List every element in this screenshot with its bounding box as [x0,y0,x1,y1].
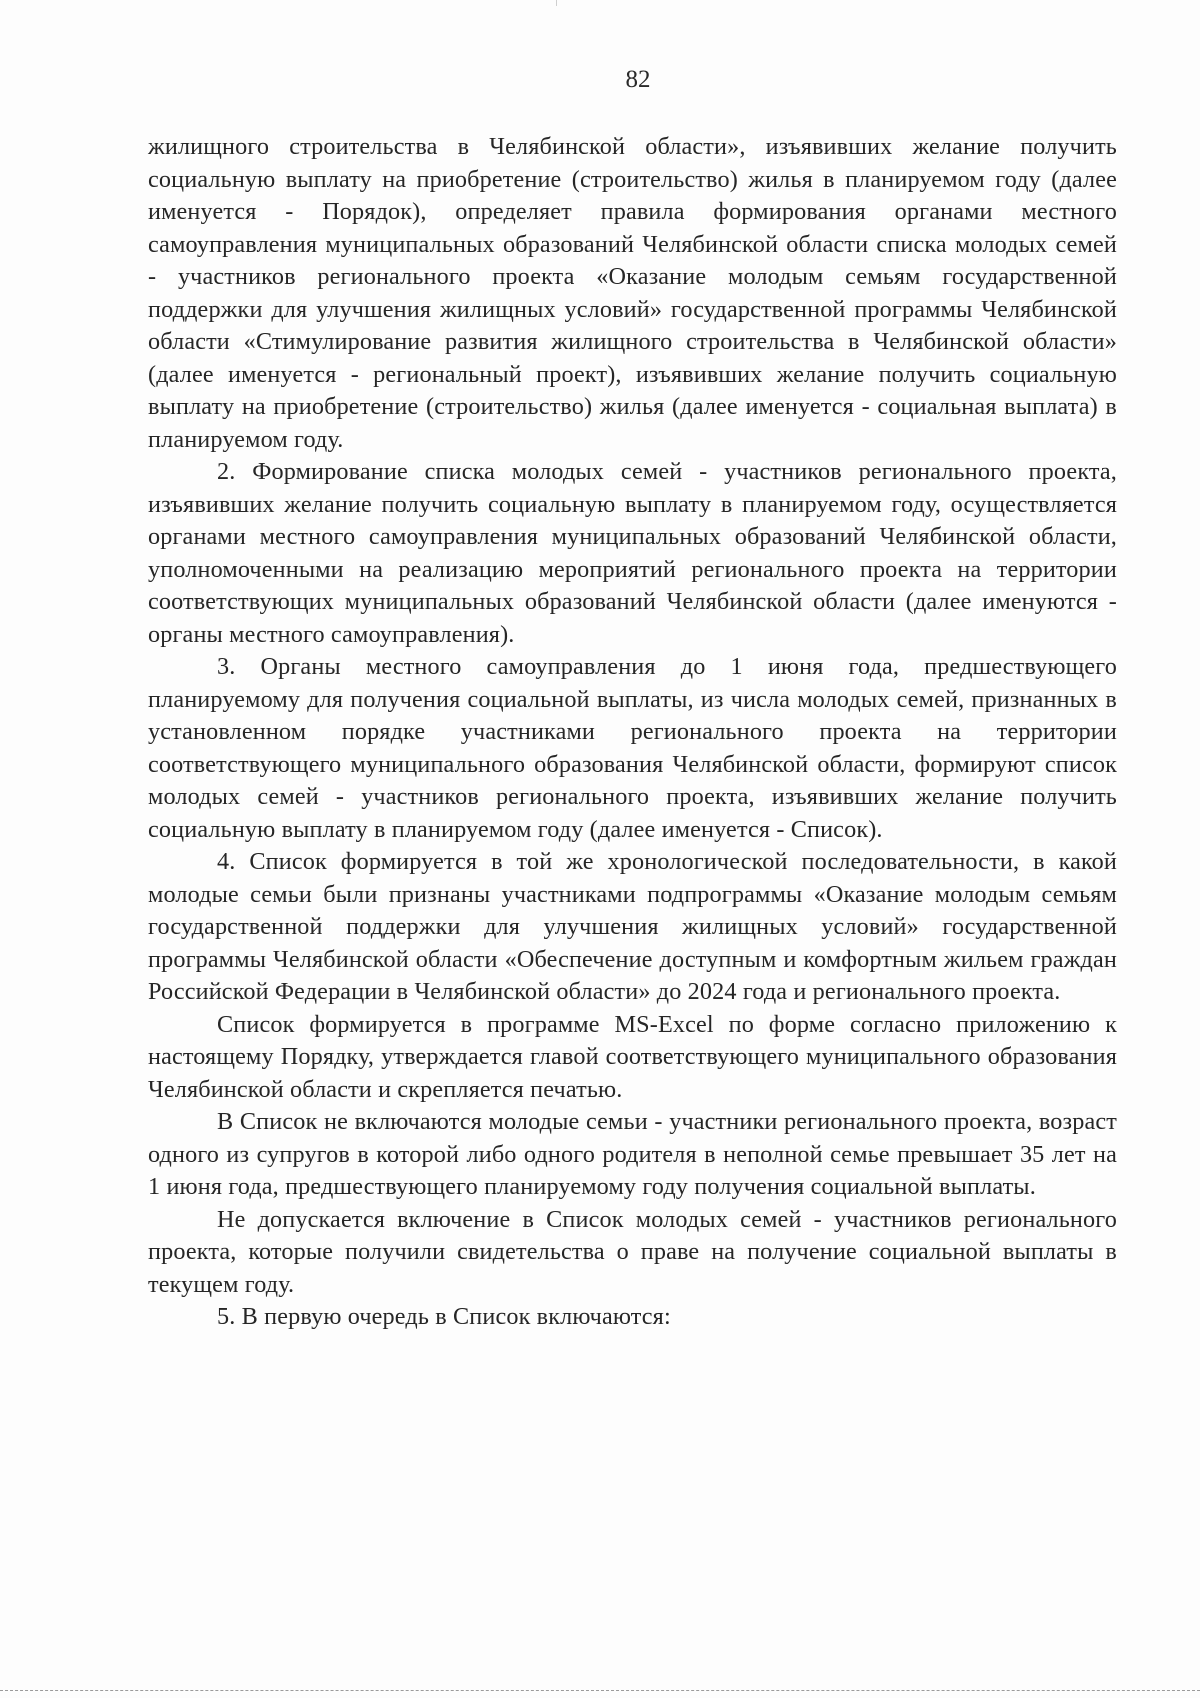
paragraph-list-format: Список формируется в программе MS-Excel по форме согласно приложению к настоящему Порядку, утверждается главой соответствующего муниципального образования Челябинской области и скрепляется печатью. [148,1010,1117,1103]
paragraph-item-4: 4. Список формируется в той же хронологической последовательности, в какой молодые семьи были признаны участниками подпрограммы «Оказание молодым семьям государственной поддержки для улучшения жилищных условий» государственной программы Челябинской области «Обеспечение доступным и комфортным жильем граждан Российской Федерации в Челябинской области» до 2024 года и регионального проекта. [148,848,1117,1005]
paragraph-item-3: 3. Органы местного самоуправления до 1 июня года, предшествующего планируемому для получения социальной выплаты, из числа молодых семей, признанных в установленном порядке участниками регионального проекта на территории соответствующего муниципального образования Челябинской области, формируют список молодых семей - участников регионального проекта, изъявивших желание получить социальную выплату в планируемом году (далее именуется - Список). [148,653,1117,843]
paragraph-not-allowed: Не допускается включение в Список молодых семей - участников регионального проекта, которые получили свидетельства о праве на получение социальной выплаты в текущем году. [148,1205,1117,1298]
scan-bottom-edge [0,1690,1200,1691]
paragraph-continuation: жилищного строительства в Челябинской области», изъявивших желание получить социальную выплату на приобретение (строительство) жилья в планируемом году (далее именуется - Порядок), определяет правила формирования органами местного самоуправления муниципальных образований Челябинской области списка молодых семей - участников регионального проекта «Оказание молодым семьям государственной поддержки для улучшения жилищных условий» государственной программы Челябинской области «Стимулирование развития жилищного строительства в Челябинской области» (далее именуется - региональный проект), изъявивших желание получить социальную выплату на приобретение (строительство) жилья (далее именуется - социальная выплата) в планируемом году. [148,133,1117,453]
scan-speck [556,0,557,6]
page-number: 82 [625,66,651,93]
paragraph-item-2: 2. Формирование списка молодых семей - участников регионального проекта, изъявивших желание получить социальную выплату в планируемом году, осуществляется органами местного самоуправления муниципальных образований Челябинской области, уполномоченными на реализацию мероприятий регионального проекта на территории соответствующих муниципальных образований Челябинской области (далее именуются - органы местного самоуправления). [148,458,1117,648]
paragraph-item-5: 5. В первую очередь в Список включаются: [217,1303,671,1330]
paragraph-exclusion: В Список не включаются молодые семьи - участники регионального проекта, возраст одного из супругов в которой либо одного родителя в неполной семье превышает 35 лет на 1 июня года, предшествующего планируемому году получения социальной выплаты. [148,1108,1117,1200]
document-body [148,131,1117,1334]
